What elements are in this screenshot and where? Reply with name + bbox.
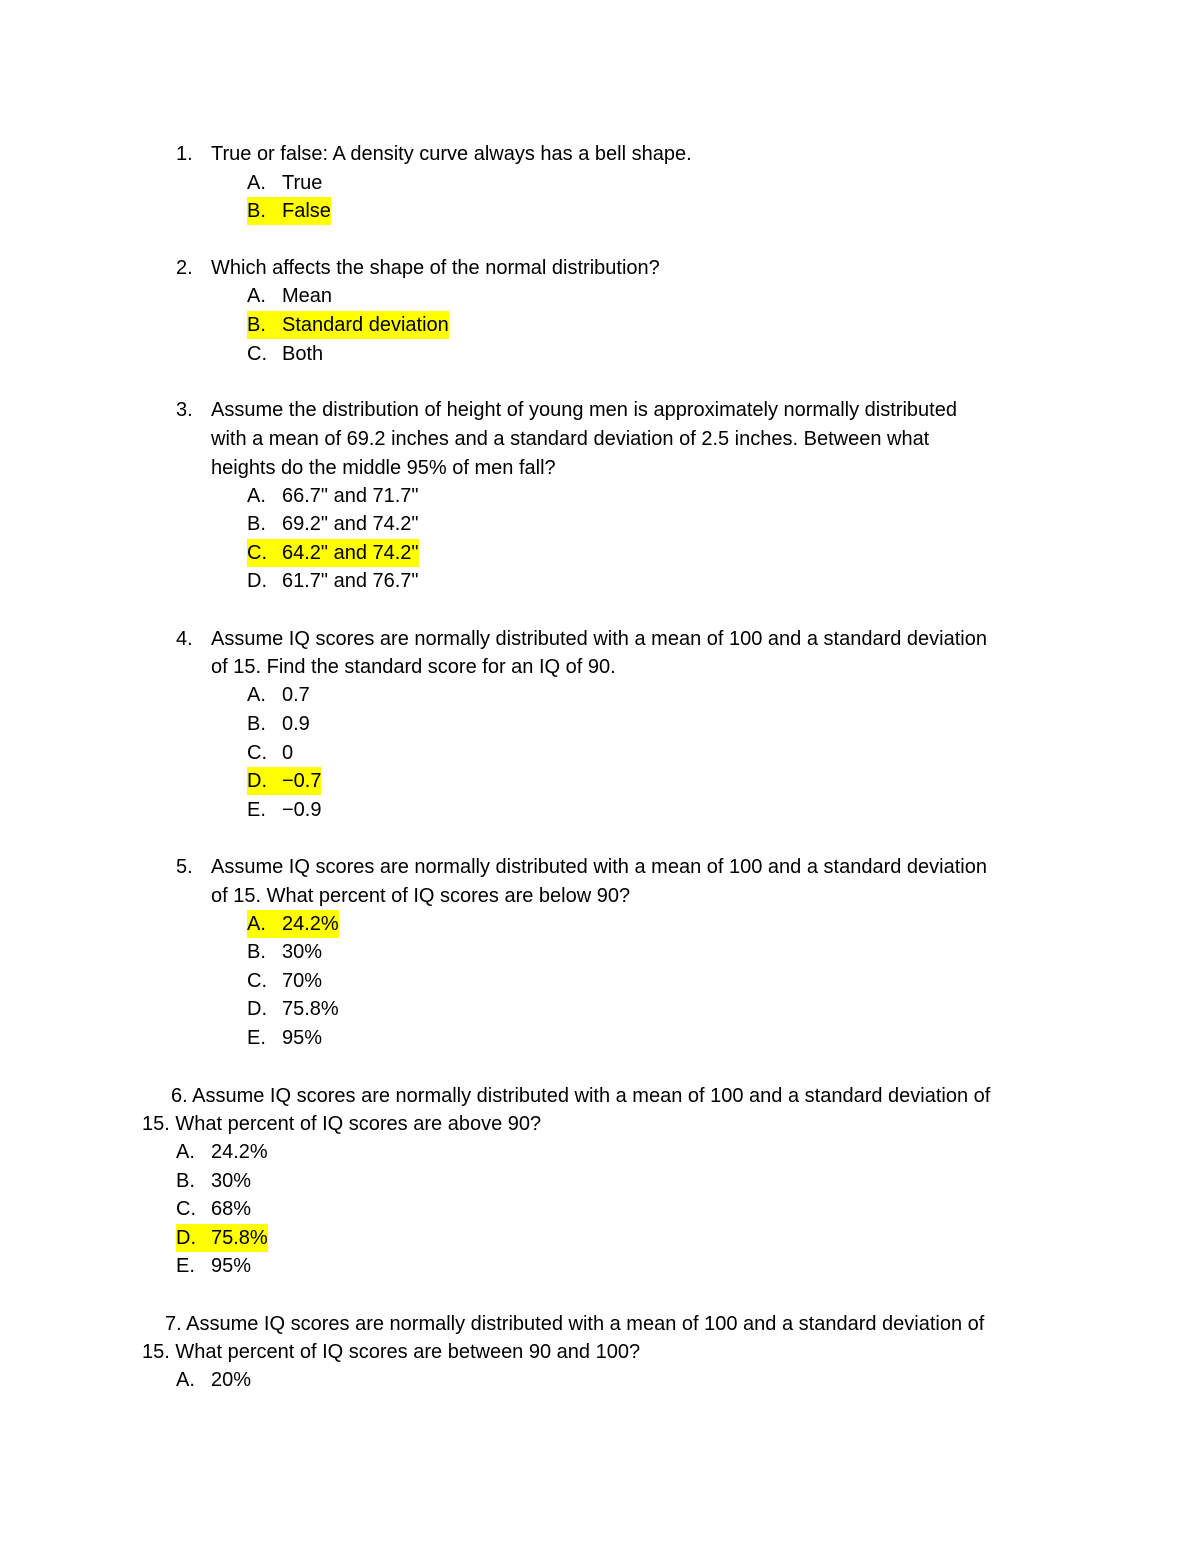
- answer-option-highlighted: [247, 197, 331, 225]
- option-text: 64.2" and 74.2": [282, 542, 419, 564]
- question-text: Assume IQ scores are normally distributed with a mean of 100 and a standard deviation: [211, 856, 987, 878]
- question-number: 5.: [176, 856, 193, 878]
- option-letter: C.: [176, 1198, 196, 1220]
- option-text: −0.7: [282, 770, 322, 792]
- option-text: −0.9: [282, 799, 322, 821]
- answer-option: [247, 1024, 322, 1052]
- question-text: Assume the distribution of height of young men is approximately normally distributed: [211, 399, 957, 421]
- option-text: 66.7" and 71.7": [282, 485, 419, 507]
- option-letter: C.: [247, 542, 267, 564]
- answer-option-highlighted: [247, 767, 321, 795]
- option-text: 0.9: [282, 713, 310, 735]
- option-letter: A.: [247, 285, 266, 307]
- option-letter: B.: [247, 513, 266, 535]
- answer-option: [247, 282, 332, 310]
- option-letter: A.: [247, 684, 266, 706]
- option-letter: A.: [247, 913, 266, 935]
- option-text: Mean: [282, 285, 333, 307]
- option-text: 75.8%: [211, 1227, 268, 1249]
- option-letter: E.: [247, 799, 266, 821]
- option-text: 24.2%: [211, 1141, 268, 1163]
- option-letter: C.: [247, 343, 267, 365]
- option-text: 95%: [211, 1255, 252, 1277]
- option-text: 70%: [282, 970, 323, 992]
- question-text: Assume IQ scores are normally distributed with a mean of 100 and a standard deviation: [211, 628, 987, 650]
- answer-option-highlighted: [176, 1224, 268, 1252]
- option-text: 75.8%: [282, 998, 339, 1020]
- option-letter: D.: [247, 770, 267, 792]
- answer-option: [247, 995, 339, 1023]
- question-text: 7. Assume IQ scores are normally distributed with a mean of 100 and a standard deviation of: [165, 1313, 985, 1335]
- answer-option: [247, 938, 322, 966]
- question-number: 3.: [176, 399, 193, 421]
- option-text: 30%: [211, 1170, 252, 1192]
- option-letter: B.: [176, 1170, 195, 1192]
- answer-option-highlighted: [247, 910, 339, 938]
- answer-option: [247, 169, 322, 197]
- option-text: 68%: [211, 1198, 252, 1220]
- question-text: 15. What percent of IQ scores are between 90 and 100?: [142, 1341, 641, 1363]
- option-letter: D.: [247, 570, 267, 592]
- option-letter: B.: [247, 713, 266, 735]
- answer-option: [247, 710, 310, 738]
- answer-option: [176, 1167, 251, 1195]
- answer-option: [247, 796, 321, 824]
- option-text: Standard deviation: [282, 314, 449, 336]
- option-letter: D.: [247, 998, 267, 1020]
- option-text: 24.2%: [282, 913, 339, 935]
- question-number: 4.: [176, 628, 193, 650]
- answer-option: [176, 1138, 268, 1166]
- option-letter: A.: [176, 1369, 195, 1391]
- question-text: True or false: A density curve always has a bell shape.: [211, 143, 692, 165]
- answer-option: [247, 739, 293, 767]
- question-text: 6. Assume IQ scores are normally distributed with a mean of 100 and a standard deviation of: [171, 1085, 991, 1107]
- answer-option: [247, 681, 310, 709]
- option-letter: B.: [247, 200, 266, 222]
- option-letter: C.: [247, 970, 267, 992]
- option-letter: B.: [247, 941, 266, 963]
- question-number: 1.: [176, 143, 193, 165]
- question-text: Which affects the shape of the normal distribution?: [211, 257, 660, 279]
- question-text: heights do the middle 95% of men fall?: [211, 457, 556, 479]
- option-text: 20%: [211, 1369, 252, 1391]
- option-text: False: [282, 200, 331, 222]
- question-text: of 15. What percent of IQ scores are below 90?: [211, 885, 631, 907]
- answer-option: [176, 1366, 251, 1394]
- option-letter: E.: [176, 1255, 195, 1277]
- option-text: 30%: [282, 941, 323, 963]
- option-text: 69.2" and 74.2": [282, 513, 419, 535]
- option-letter: B.: [247, 314, 266, 336]
- answer-option: [247, 967, 322, 995]
- answer-option: [247, 510, 419, 538]
- question-text: 15. What percent of IQ scores are above 90?: [142, 1113, 542, 1135]
- question-text: with a mean of 69.2 inches and a standard deviation of 2.5 inches. Between what: [211, 428, 930, 450]
- answer-option: [247, 340, 323, 368]
- option-letter: D.: [176, 1227, 196, 1249]
- question-number: 2.: [176, 257, 193, 279]
- answer-option: [247, 482, 419, 510]
- answer-option-highlighted: [247, 539, 419, 567]
- option-text: 61.7" and 76.7": [282, 570, 419, 592]
- option-text: True: [282, 172, 323, 194]
- option-letter: A.: [247, 172, 266, 194]
- option-letter: A.: [247, 485, 266, 507]
- option-letter: E.: [247, 1027, 266, 1049]
- option-text: 0: [282, 742, 294, 764]
- answer-option: [176, 1195, 251, 1223]
- answer-option: [247, 567, 419, 595]
- option-text: 0.7: [282, 684, 310, 706]
- answer-option-highlighted: [247, 311, 449, 339]
- option-letter: C.: [247, 742, 267, 764]
- option-letter: A.: [176, 1141, 195, 1163]
- question-text: of 15. Find the standard score for an IQ of 90.: [211, 656, 616, 678]
- answer-option: [176, 1252, 251, 1280]
- option-text: Both: [282, 343, 324, 365]
- option-text: 95%: [282, 1027, 323, 1049]
